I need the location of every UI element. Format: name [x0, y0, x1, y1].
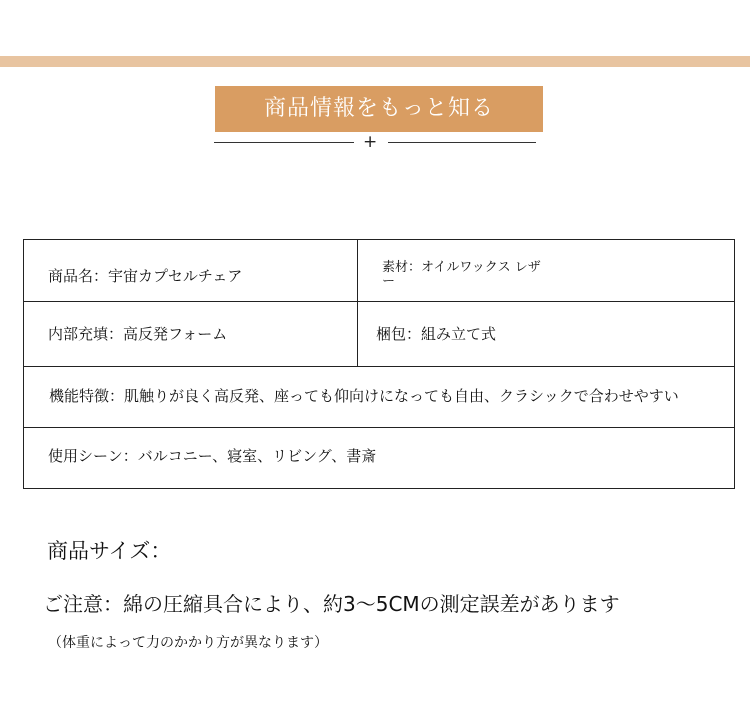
measurement-notice: ご注意：綿の圧縮具合により、約3～5CMの測定誤差があります: [43, 592, 620, 616]
section-header-title: 商品情報をもっと知る: [263, 96, 494, 121]
top-accent-band: [0, 56, 750, 67]
column-divider: [357, 240, 358, 367]
weight-note: （体重によって力のかかり方が異なります）: [48, 635, 328, 651]
product-name-cell: 商品名：宇宙カプセルチェア: [48, 267, 243, 285]
divider-left: [214, 142, 354, 143]
features-cell: 機能特徴：肌触りが良く高反発、座っても仰向けになっても自由、クラシックで合わせやすい: [49, 387, 679, 405]
product-info-table: [23, 239, 735, 489]
usage-scenes-cell: 使用シーン：バルコニー、寝室、リビング、書斎: [48, 447, 377, 465]
plus-icon: +: [363, 132, 378, 152]
material-cell: 素材：オイルワックス レザー: [382, 260, 541, 289]
size-heading: 商品サイズ：: [47, 539, 172, 563]
filling-cell: 内部充填：高反発フォーム: [48, 325, 228, 343]
divider-right: [388, 142, 536, 143]
section-header: [215, 86, 543, 132]
packaging-cell: 梱包：組み立て式: [376, 325, 497, 343]
